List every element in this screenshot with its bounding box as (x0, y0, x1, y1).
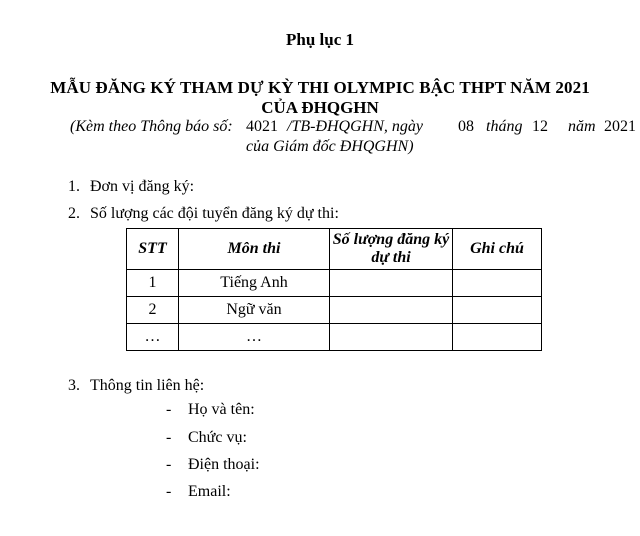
contact-label: Họ và tên: (188, 401, 255, 418)
form-title-line2: CỦA ĐHQGHN (261, 98, 379, 117)
bullet-dash: - (166, 401, 172, 418)
bullet-dash: - (166, 483, 172, 500)
table-row (127, 270, 542, 297)
note-number: 4021 (246, 118, 278, 135)
note-prefix: (Kèm theo Thông báo số: (70, 118, 233, 135)
cell-stt: 2 (127, 297, 179, 324)
cell-notes[interactable] (453, 297, 542, 324)
item-number: 2. (68, 205, 80, 222)
header-count: Số lượng đăng ký dự thi (330, 229, 453, 270)
cell-stt: … (127, 324, 179, 351)
note-year-label: năm (568, 118, 596, 135)
cell-count[interactable] (330, 297, 453, 324)
cell-subject: Ngữ văn (179, 297, 330, 324)
note-suffix: /TB-ĐHQGHN, ngày (287, 118, 423, 135)
item-label: Thông tin liên hệ: (90, 377, 205, 394)
form-title-line1: MẪU ĐĂNG KÝ THAM DỰ KỲ THI OLYMPIC BẬC THPT NĂM 2021 (50, 78, 590, 97)
item-number: 1. (68, 178, 80, 195)
bullet-dash: - (166, 429, 172, 446)
cell-subject: … (179, 324, 330, 351)
table-row (127, 324, 542, 351)
item-number: 3. (68, 377, 80, 394)
cell-count[interactable] (330, 270, 453, 297)
item-label: Đơn vị đăng ký: (90, 178, 195, 195)
table-row (127, 297, 542, 324)
note-year: 2021 (604, 118, 636, 135)
note-day: 08 (458, 118, 474, 135)
note-line2: của Giám đốc ĐHQGHN) (246, 138, 414, 155)
note-month: 12 (532, 118, 548, 135)
registration-table (126, 228, 542, 351)
header-stt: STT (127, 229, 179, 270)
contact-label: Email: (188, 483, 231, 500)
item-label: Số lượng các đội tuyển đăng ký dự thi: (90, 205, 339, 222)
cell-stt: 1 (127, 270, 179, 297)
header-subject: Môn thi (179, 229, 330, 270)
contact-label: Chức vụ: (188, 429, 247, 446)
table-header-row (127, 229, 542, 270)
cell-notes[interactable] (453, 324, 542, 351)
cell-notes[interactable] (453, 270, 542, 297)
note-month-label: tháng (486, 118, 523, 135)
cell-subject: Tiếng Anh (179, 270, 330, 297)
appendix-label: Phụ lục 1 (285, 30, 355, 49)
cell-count[interactable] (330, 324, 453, 351)
bullet-dash: - (166, 456, 172, 473)
contact-label: Điện thoại: (188, 456, 260, 473)
header-notes: Ghi chú (453, 229, 542, 270)
